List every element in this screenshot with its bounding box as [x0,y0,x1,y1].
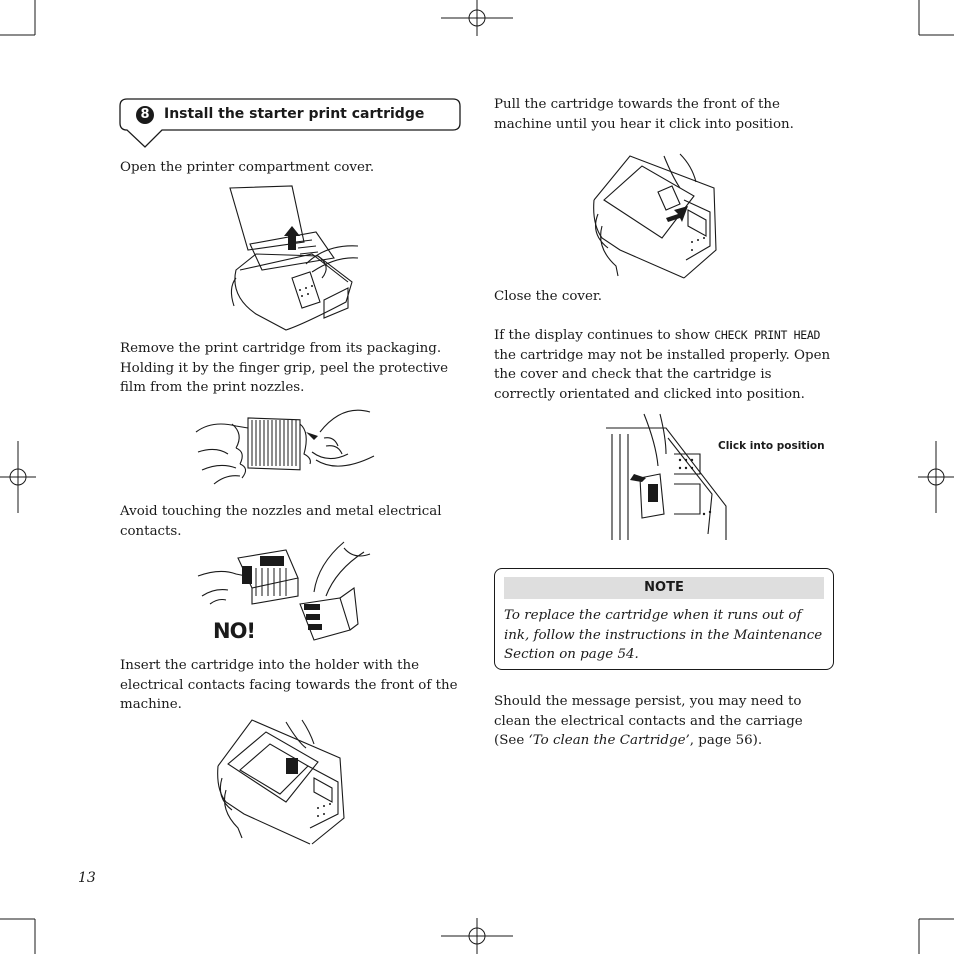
paragraph-message-persist [494,692,834,751]
paragraph-close-cover: Close the cover. [494,289,603,304]
persist-text-after: , page 56). [689,733,763,748]
illustration-click-position [604,414,730,540]
check-text-after: the cartridge may not be installed properly. Open the cover and check that the cartridge is correctly orientated and clicked into position. [494,347,831,402]
step-title: Install the starter print cartridge [164,106,425,122]
illustration-insert-cartridge [214,718,348,846]
note-title: NOTE [504,577,824,599]
page-number: 13 [78,870,96,886]
clean-cartridge-reference: ‘To clean the Cartridge’ [528,733,690,748]
illustration-open-cover [226,184,360,332]
step-number-badge: 8 [136,106,154,124]
persist-text-before: Should the message persist, you may need to clean the electrical contacts and the carriage (See [494,694,803,748]
display-message-code: CHECK PRINT HEAD [714,328,821,342]
paragraph-remove-cartridge: Remove the print cartridge from its packaging. Holding it by the finger grip, peel the protective film from the print nozzles. [120,341,449,395]
paragraph-check-print-head [494,326,834,404]
illustration-caption: Click into position [718,440,825,452]
paragraph-open-cover: Open the printer compartment cover. [120,160,375,175]
check-text-before: If the display continues to show [494,328,715,343]
note-box [494,568,834,670]
paragraph-pull-cartridge: Pull the cartridge towards the front of the machine until you hear it click into position. [494,97,794,132]
paragraph-insert-cartridge: Insert the cartridge into the holder with the electrical contacts facing towards the front of the machine. [120,658,458,712]
no-warning-label: NO! [213,619,256,643]
note-text: To replace the cartridge when it runs out of ink, follow the instructions in the Maintenance Section on page 54. [504,608,823,662]
illustration-pull-cartridge [588,152,720,280]
paragraph-avoid-touching: Avoid touching the nozzles and metal electrical contacts. [120,504,442,539]
illustration-peel-film [192,402,374,492]
